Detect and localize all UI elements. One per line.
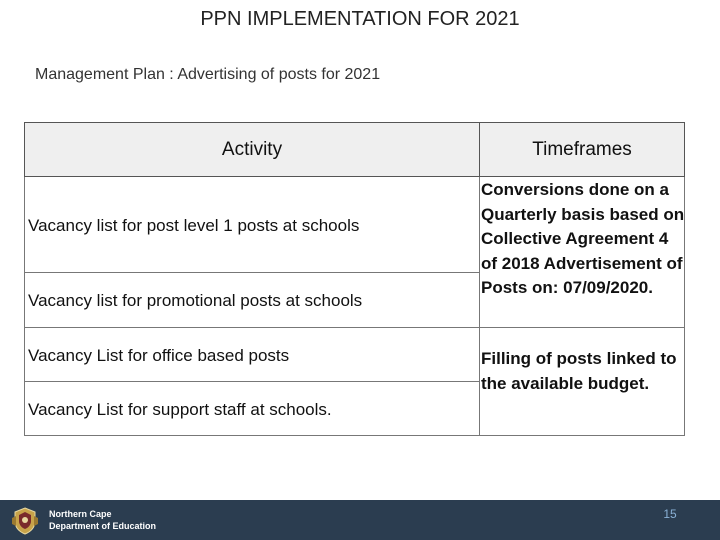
organization-name <box>49 508 156 532</box>
header-timeframes: Timeframes <box>479 122 685 177</box>
table-border-bottom <box>24 435 685 436</box>
management-plan-table <box>24 122 685 436</box>
page-number: 15 <box>663 507 677 521</box>
org-line-1: Northern Cape <box>49 509 112 519</box>
coat-of-arms-icon <box>10 506 40 536</box>
table-row: Vacancy List for office based posts <box>28 346 290 365</box>
table-row: Vacancy List for support staff at schools. <box>28 400 332 419</box>
table-row: Vacancy list for promotional posts at schools <box>28 291 363 310</box>
footer-bar <box>0 500 720 540</box>
timeframe-conversions: Conversions done on a Quarterly basis based on Collective Agreement 4 of 2018 Advertisement of Posts on: 07/09/2020. <box>481 180 685 297</box>
header-activity: Activity <box>24 122 480 177</box>
slide-subtitle: Management Plan : Advertising of posts for 2021 <box>35 66 381 83</box>
row-divider <box>24 272 480 273</box>
row-divider <box>24 327 685 328</box>
timeframe-filling: Filling of posts linked to the available budget. <box>481 349 677 393</box>
slide-title: PPN IMPLEMENTATION FOR 2021 <box>200 8 520 30</box>
table-row: Vacancy list for post level 1 posts at schools <box>28 216 360 235</box>
org-line-2: Department of Education <box>49 521 157 531</box>
row-divider <box>24 381 480 382</box>
